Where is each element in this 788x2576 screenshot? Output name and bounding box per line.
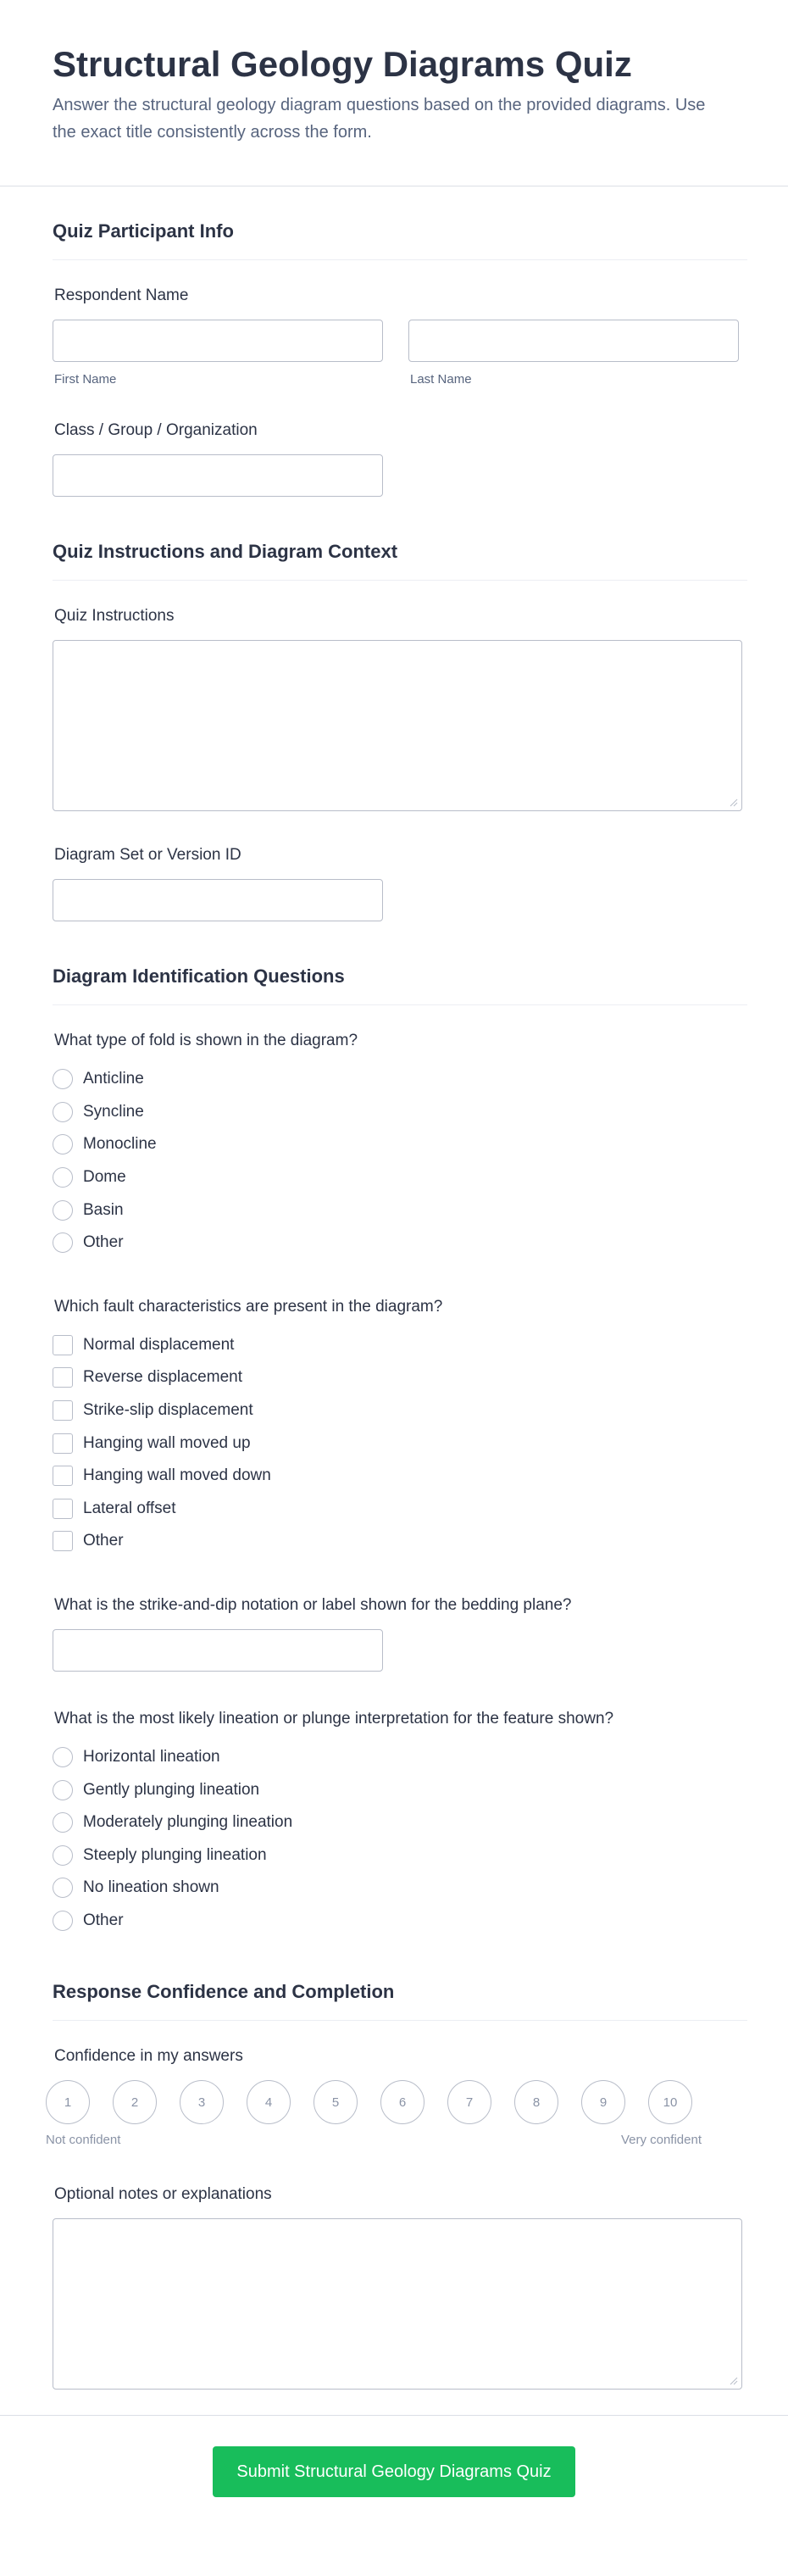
section-heading-identification: Diagram Identification Questions	[53, 965, 747, 1005]
organization-question	[53, 420, 747, 497]
fault-option[interactable]	[53, 1427, 747, 1460]
radio-button[interactable]	[53, 1747, 73, 1767]
option-label: Normal displacement	[83, 1335, 235, 1354]
option-label: Other	[83, 1911, 124, 1929]
fold-options	[53, 1063, 747, 1260]
fault-option[interactable]	[53, 1394, 747, 1427]
checkbox[interactable]	[53, 1466, 73, 1486]
lineation-option[interactable]	[53, 1905, 747, 1938]
quiz-instructions-textarea[interactable]	[53, 640, 742, 811]
scale-option[interactable]: 10	[648, 2080, 692, 2124]
scale-option[interactable]: 4	[247, 2080, 291, 2124]
scale-min-label: Not confident	[46, 2133, 121, 2148]
scale-option[interactable]: 3	[180, 2080, 224, 2124]
confidence-scale	[46, 2080, 747, 2124]
lineation-option[interactable]	[53, 1773, 747, 1806]
fault-option[interactable]	[53, 1460, 747, 1493]
option-label: Monocline	[83, 1135, 157, 1154]
quiz-instructions-label: Quiz Instructions	[54, 607, 175, 625]
scale-option[interactable]: 8	[514, 2080, 558, 2124]
fold-option[interactable]	[53, 1096, 747, 1129]
notes-textarea[interactable]	[53, 2218, 742, 2390]
lineation-option[interactable]	[53, 1806, 747, 1839]
resize-grip-icon[interactable]	[730, 2377, 738, 2385]
resize-grip-icon[interactable]	[730, 798, 738, 807]
checkbox[interactable]	[53, 1400, 73, 1421]
option-label: Basin	[83, 1200, 124, 1219]
respondent-name-label: Respondent Name	[54, 287, 189, 304]
fault-options	[53, 1329, 747, 1558]
option-label: Moderately plunging lineation	[83, 1813, 293, 1832]
option-label: Hanging wall moved up	[83, 1433, 251, 1452]
option-label: No lineation shown	[83, 1878, 219, 1897]
scale-option[interactable]: 2	[113, 2080, 157, 2124]
confidence-question	[46, 2046, 747, 2148]
notes-label: Optional notes or explanations	[54, 2185, 272, 2204]
radio-button[interactable]	[53, 1232, 73, 1253]
strike-dip-input[interactable]	[53, 1629, 383, 1672]
fault-option[interactable]	[53, 1329, 747, 1362]
name-row	[53, 320, 747, 387]
lineation-label: What is the most likely lineation or plunge interpretation for the feature shown?	[54, 1709, 614, 1728]
scale-option[interactable]: 5	[314, 2080, 358, 2124]
fault-label: Which fault characteristics are present in the diagram?	[54, 1297, 443, 1316]
scale-option[interactable]: 9	[581, 2080, 625, 2124]
option-label: Hanging wall moved down	[83, 1466, 271, 1485]
fold-option[interactable]	[53, 1063, 747, 1096]
scale-labels	[46, 2133, 702, 2147]
organization-label: Class / Group / Organization	[54, 421, 258, 439]
diagram-set-input[interactable]	[53, 879, 383, 921]
section-heading-confidence: Response Confidence and Completion	[53, 1981, 747, 2021]
fold-option[interactable]	[53, 1128, 747, 1161]
radio-button[interactable]	[53, 1167, 73, 1188]
organization-input[interactable]	[53, 454, 383, 497]
scale-option[interactable]: 1	[46, 2080, 90, 2124]
first-name-sublabel: First Name	[54, 372, 117, 387]
fault-option[interactable]	[53, 1525, 747, 1558]
radio-button[interactable]	[53, 1102, 73, 1122]
quiz-instructions-question	[53, 606, 747, 811]
option-label: Dome	[83, 1168, 126, 1187]
radio-button[interactable]	[53, 1911, 73, 1931]
strike-dip-label: What is the strike-and-dip notation or label shown for the bedding plane?	[54, 1595, 572, 1614]
checkbox[interactable]	[53, 1335, 73, 1355]
option-label: Anticline	[83, 1070, 144, 1088]
scale-option[interactable]: 7	[447, 2080, 491, 2124]
option-label: Syncline	[83, 1102, 144, 1121]
fault-option[interactable]	[53, 1493, 747, 1526]
radio-button[interactable]	[53, 1780, 73, 1800]
lineation-option[interactable]	[53, 1741, 747, 1774]
form-header	[0, 0, 788, 186]
form-title: Structural Geology Diagrams Quiz	[53, 44, 632, 84]
form-footer	[0, 2415, 788, 2554]
notes-question	[53, 2184, 747, 2390]
last-name-input[interactable]	[408, 320, 739, 362]
submit-button[interactable]: Submit Structural Geology Diagrams Quiz	[213, 2446, 575, 2497]
radio-button[interactable]	[53, 1200, 73, 1221]
radio-button[interactable]	[53, 1845, 73, 1866]
last-name-sublabel: Last Name	[410, 372, 472, 387]
first-name-col	[53, 320, 383, 387]
option-label: Gently plunging lineation	[83, 1780, 260, 1799]
last-name-col	[408, 320, 739, 387]
strike-dip-question	[53, 1595, 747, 1672]
option-label: Lateral offset	[83, 1499, 176, 1517]
first-name-input[interactable]	[53, 320, 383, 362]
radio-button[interactable]	[53, 1069, 73, 1089]
option-label: Steeply plunging lineation	[83, 1845, 267, 1864]
form-content	[0, 220, 788, 2390]
section-heading-instructions: Quiz Instructions and Diagram Context	[53, 541, 747, 581]
option-label: Other	[83, 1233, 124, 1252]
fault-question	[53, 1297, 747, 1558]
option-label: Reverse displacement	[83, 1368, 242, 1387]
fault-option[interactable]	[53, 1361, 747, 1394]
option-label: Other	[83, 1532, 124, 1550]
fold-label: What type of fold is shown in the diagram?	[54, 1032, 358, 1049]
radio-button[interactable]	[53, 1134, 73, 1154]
lineation-option[interactable]	[53, 1839, 747, 1872]
checkbox[interactable]	[53, 1499, 73, 1519]
form-subtitle: Answer the structural geology diagram questions based on the provided diagrams. Use the exact title consistently across the form.	[53, 96, 706, 142]
checkbox[interactable]	[53, 1367, 73, 1388]
lineation-options	[53, 1741, 747, 1938]
lineation-option[interactable]	[53, 1872, 747, 1905]
scale-max-label: Very confident	[620, 2133, 702, 2148]
radio-button[interactable]	[53, 1812, 73, 1833]
radio-button[interactable]	[53, 1878, 73, 1898]
option-label: Strike-slip displacement	[83, 1401, 253, 1420]
option-label: Horizontal lineation	[83, 1748, 220, 1766]
checkbox[interactable]	[53, 1531, 73, 1551]
fold-option[interactable]	[53, 1193, 747, 1227]
fold-option[interactable]	[53, 1227, 747, 1260]
lineation-question	[53, 1709, 747, 1938]
checkbox[interactable]	[53, 1433, 73, 1454]
section-heading-participant: Quiz Participant Info	[53, 220, 747, 260]
scale-option[interactable]: 6	[380, 2080, 425, 2124]
diagram-set-question	[53, 845, 747, 921]
confidence-label: Confidence in my answers	[54, 2047, 243, 2066]
fold-question	[53, 1031, 747, 1260]
diagram-set-label: Diagram Set or Version ID	[54, 846, 241, 864]
respondent-name-question	[53, 286, 747, 387]
fold-option[interactable]	[53, 1161, 747, 1194]
